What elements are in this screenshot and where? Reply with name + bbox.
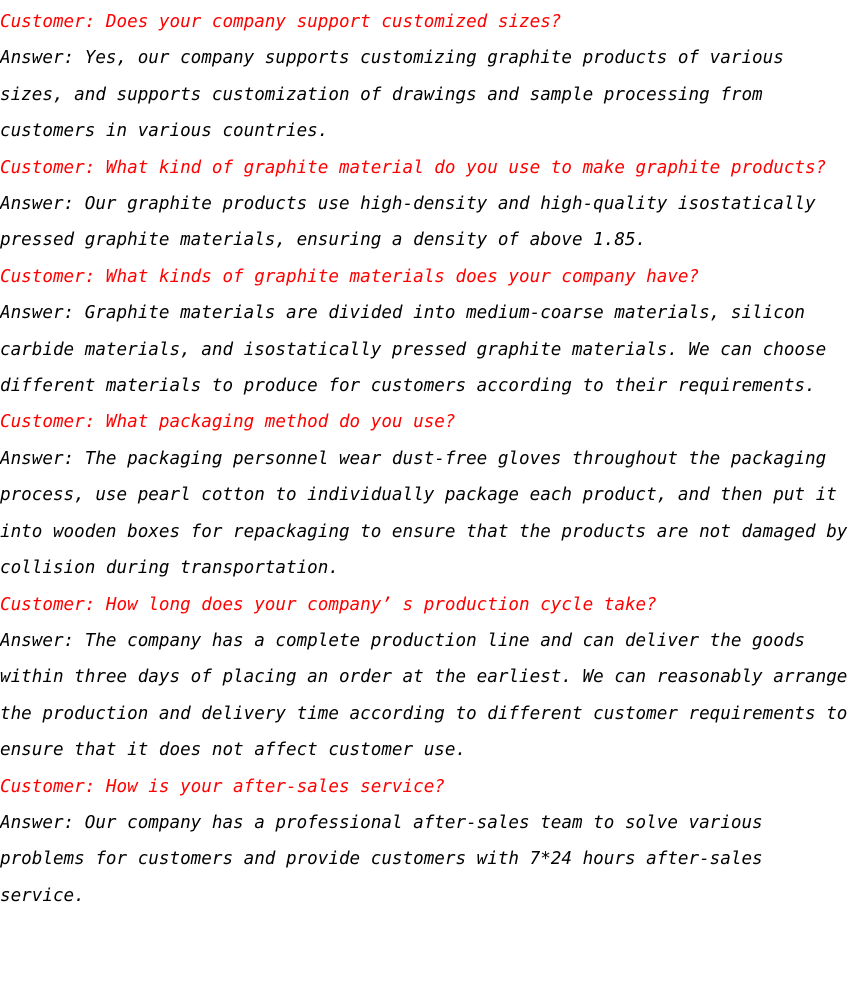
faq-question-3: Customer: What kinds of graphite materials does your company have?	[0, 266, 700, 287]
faq-question-1: Customer: Does your company support customized sizes?	[0, 12, 562, 32]
faq-answer-5: Answer: The company has a complete production line and can deliver the goods within three days of placing an order at the earliest. We can reasonably arrange the production and delivery time according to different customer requirements to ensure that it does not affect customer use.	[0, 630, 848, 761]
faq-answer-3: Answer: Graphite materials are divided into medium-coarse materials, silicon carbide materials, and isostatically pressed graphite materials. We can choose different materials to produce for customers according to their requirements.	[0, 303, 827, 397]
faq-answer-6: Answer: Our company has a professional after-sales team to solve various problems for customers and provide customers with 7*24 hours after-sales service.	[0, 812, 763, 906]
faq-question-5: Customer: How long does your company’ s production cycle take?	[0, 594, 657, 615]
faq-question-6: Customer: How is your after-sales service?	[0, 776, 445, 797]
faq-question-4: Customer: What packaging method do you use?	[0, 412, 456, 433]
faq-answer-1: Answer: Yes, our company supports customizing graphite products of various sizes, and supports customization of drawings and sample processing from customers in various countries.	[0, 48, 784, 142]
faq-answer-2: Answer: Our graphite products use high-density and high-quality isostatically pressed graphite materials, ensuring a density of above 1.85.	[0, 194, 816, 251]
faq-question-2: Customer: What kind of graphite material do you use to make graphite products?	[0, 157, 827, 178]
faq-answer-4: Answer: The packaging personnel wear dust-free gloves throughout the packaging process, use pearl cotton to individually package each product, and then put it into wooden boxes for repackaging to ensure that the products are not damaged by collision during transportation.	[0, 448, 848, 579]
